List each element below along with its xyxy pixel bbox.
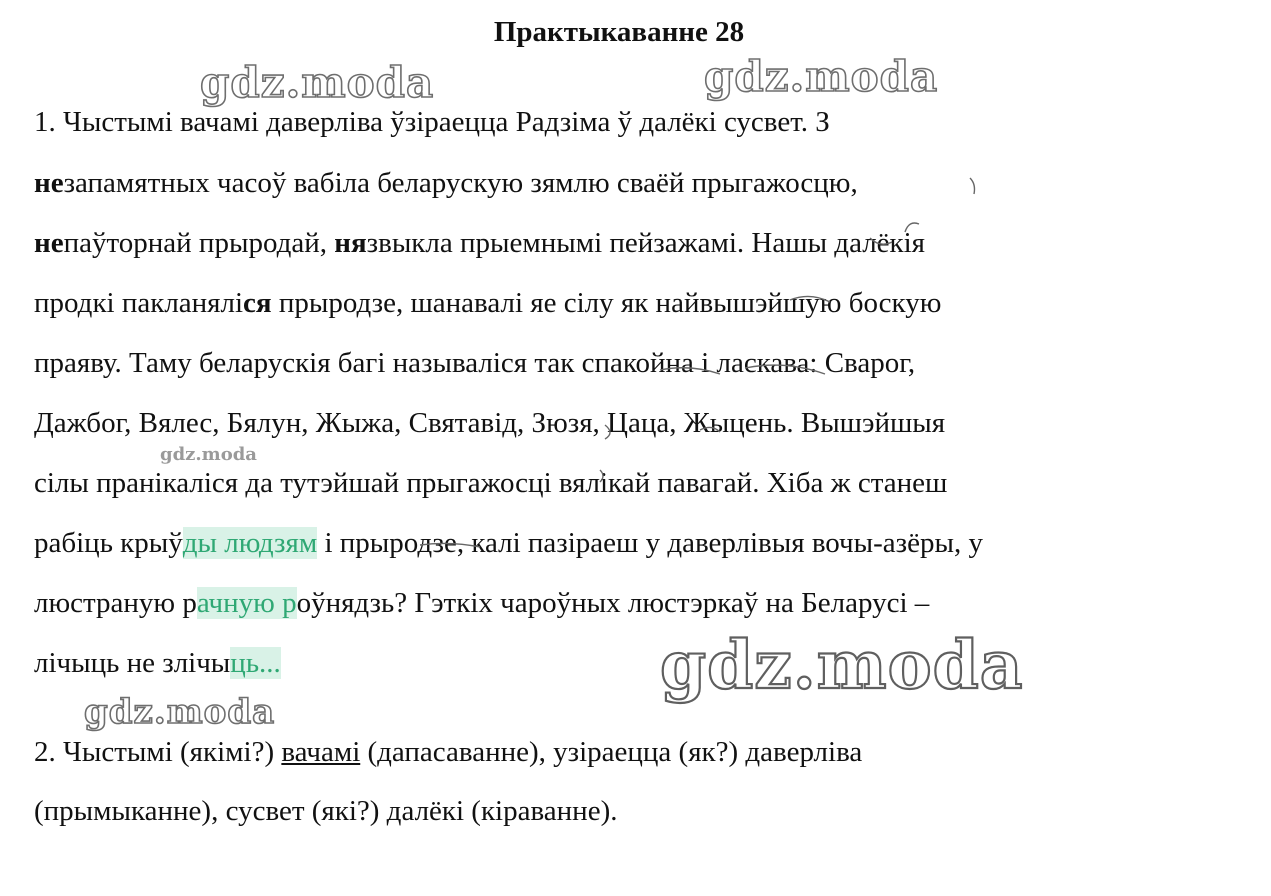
task1-line-10: лічыць не злічыць... bbox=[34, 647, 281, 679]
watermark: gdz.moda bbox=[704, 52, 939, 101]
task1-line-3: непаўторнай прыродай, нязвыкла прыемнымі пейзажамі. Нашы далёкія bbox=[34, 227, 926, 259]
task2-line-2: (прымыканне), сусвет (які?) далёкі (кіраванне). bbox=[34, 795, 618, 827]
task1-line-5: праяву. Таму беларускія багі называліся так спакойна і ласкава: Сварог, bbox=[34, 347, 916, 379]
task2-line-1: 2. Чыстымі (якімі?) вачамі (дапасаванне), узіраецца (як?) даверліва bbox=[34, 736, 863, 768]
task1-line-1: 1. Чыстымі вачамі даверліва ўзіраецца Радзіма ў далёкі сусвет. З bbox=[34, 106, 830, 138]
watermark: gdz.moda bbox=[660, 626, 1024, 704]
watermark: gdz.moda bbox=[84, 692, 276, 732]
task1-line-2: незапамятных часоў вабіла беларускую зямлю сваёй прыгажосцю, bbox=[34, 167, 858, 199]
task1-line-9: люстраную рачную роўнядзь? Гэткіх чароўных люстэркаў на Беларусі – bbox=[34, 587, 930, 619]
underlined-word: вачамі bbox=[281, 736, 361, 768]
task1-line-6: Дажбог, Вялес, Бялун, Жыжа, Святавід, Зюзя, Цаца, Жыцень. Вышэйшыя bbox=[34, 407, 946, 439]
page-title: Практыкаванне 28 bbox=[493, 16, 745, 48]
watermark: gdz.moda bbox=[200, 58, 435, 107]
task1-line-7: сілы пранікаліся да тутэйшай прыгажосці вялікай павагай. Хіба ж станеш bbox=[34, 467, 948, 499]
task1-line-8: рабіць крыўды людзям і прыродзе, калі пазіраеш у даверлівыя вочы-азёры, у bbox=[34, 527, 983, 559]
watermark: gdz.moda bbox=[160, 444, 257, 465]
task1-line-4: продкі пакланяліся прыродзе, шанавалі яе сілу як найвышэйшую боскую bbox=[34, 287, 942, 319]
